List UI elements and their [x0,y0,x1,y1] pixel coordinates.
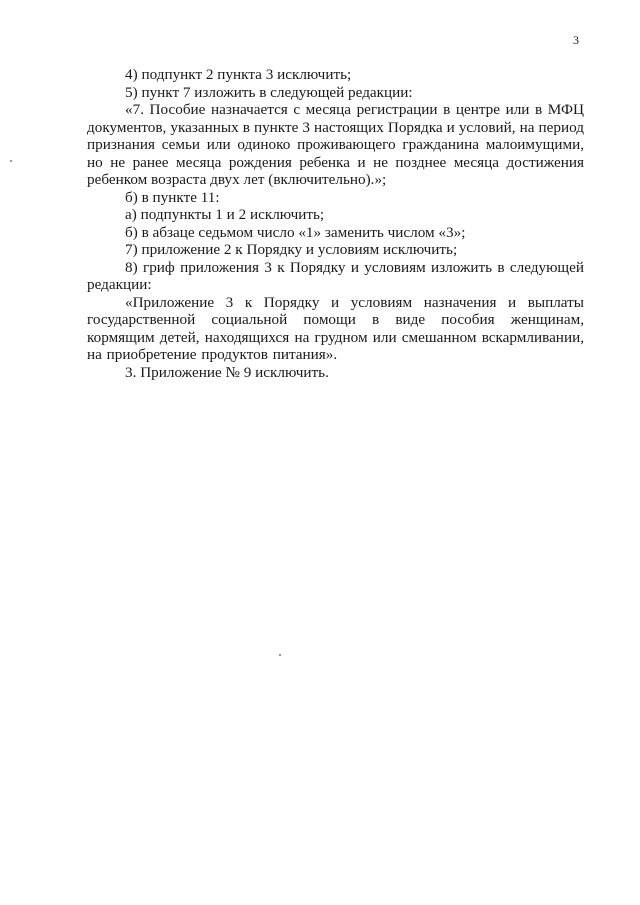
paragraph-2: 5) пункт 7 изложить в следующей редакции: [125,83,413,101]
paragraph-4: б) в пункте 11: [125,188,220,206]
paragraph-3: «7. Пособие назначается с месяца регистрации в центре или в МФЦ документов, указанных в пункте 3 настоящих Порядка и условий, на период признания семьи или одиноко проживающего гражданина малоимущими, но не ранее месяца рождения ребенка и не позднее месяца достижения ребенком возраста двух лет (включительно).»; [87,101,584,188]
scan-speck [10,160,12,162]
paragraph-7: 7) приложение 2 к Порядку и условиям исключить; [125,241,458,258]
document-body [87,66,584,381]
page-number: 3 [573,33,579,47]
scan-speck [279,654,281,656]
paragraph-6: б) в абзаце седьмом число «1» заменить числом «3»; [125,223,466,241]
paragraph-10: 3. Приложение № 9 исключить. [125,363,329,381]
paragraph-8: 8) гриф приложения 3 к Порядку и условиям изложить в следующей редакции: [87,258,584,293]
paragraph-9: «Приложение 3 к Порядку и условиям назначения и выплаты государственной социальной помощи в виде пособия женщинам, кормящим детей, находящихся на грудном или смешанном вскармливании, на приобретение продуктов питания». [87,293,584,363]
paragraph-1: 4) подпункт 2 пункта 3 исключить; [125,66,352,83]
paragraph-5: а) подпункты 1 и 2 исключить; [125,206,325,223]
